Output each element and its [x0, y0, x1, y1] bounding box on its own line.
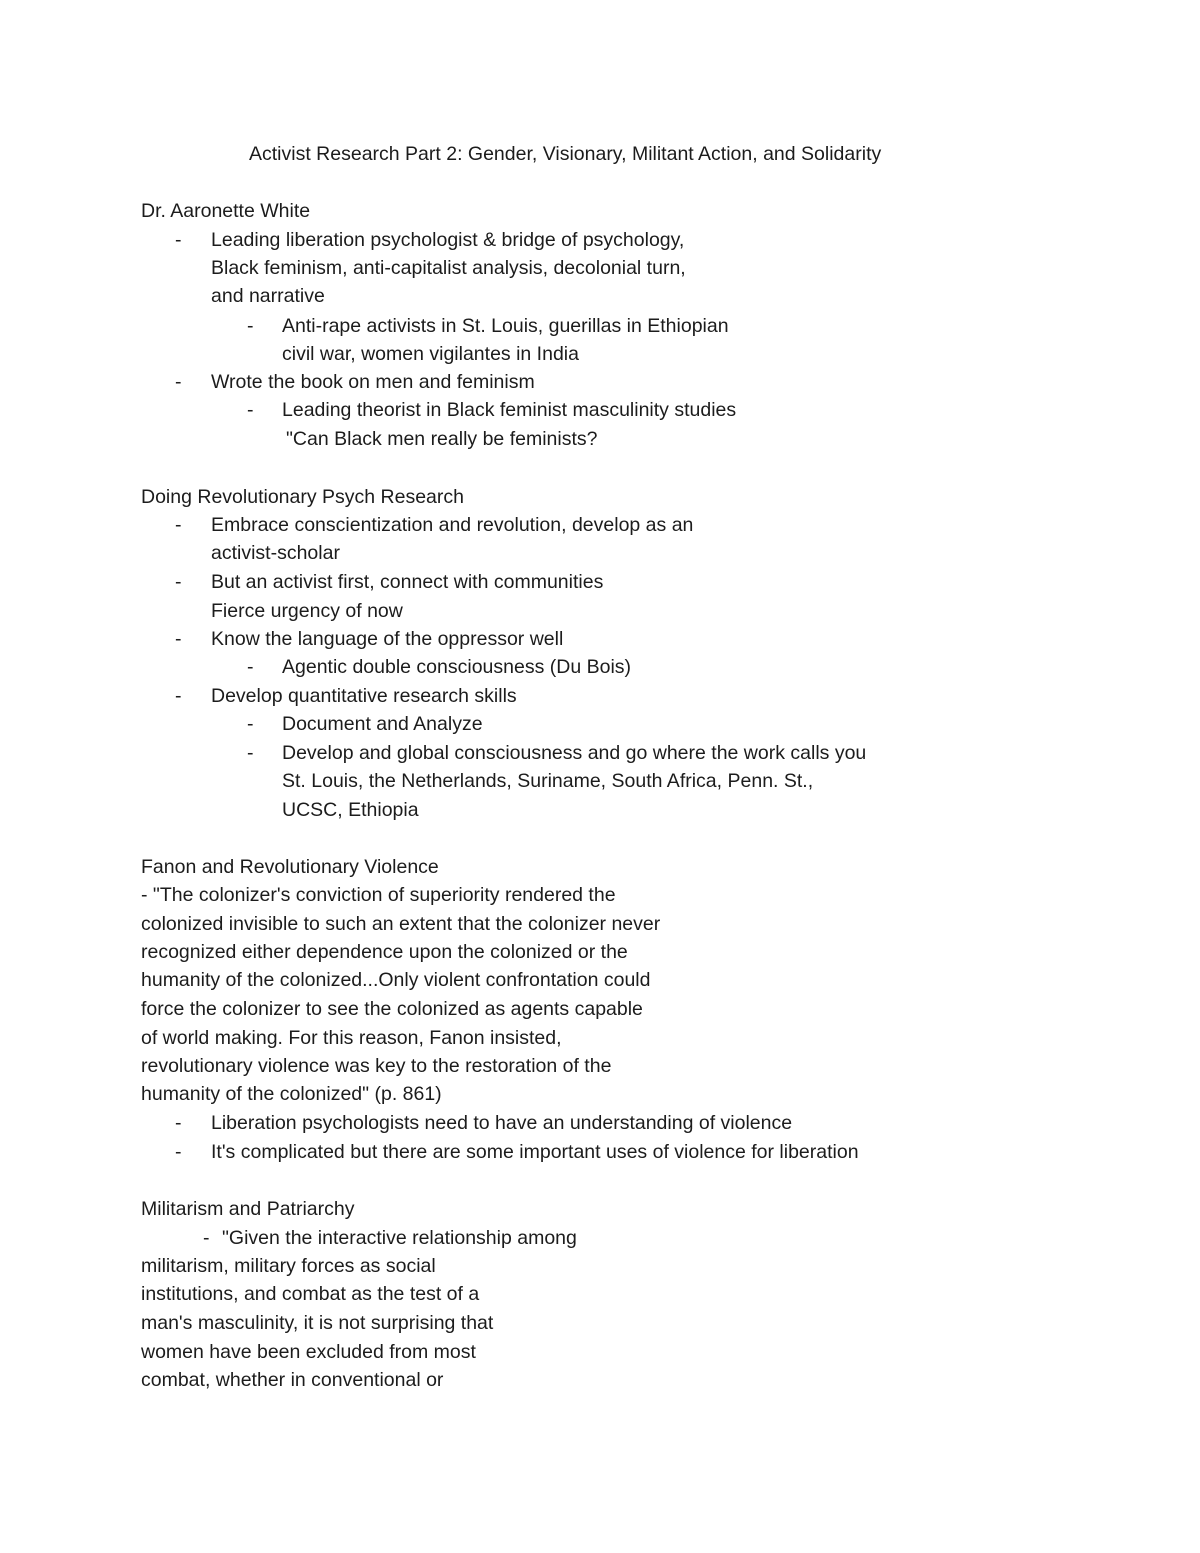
sub-list-item-text: St. Louis, the Netherlands, Suriname, South Africa, Penn. St.,	[282, 770, 814, 792]
sub-list-item-text: Anti-rape activists in St. Louis, guerillas in Ethiopian	[282, 315, 729, 337]
list-item-text: But an activist first, connect with communities	[211, 571, 604, 593]
paragraph-line: institutions, and combat as the test of a	[141, 1283, 480, 1305]
quote-line: colonized invisible to such an extent that the colonizer never	[141, 913, 661, 935]
quote-line: humanity of the colonized...Only violent confrontation could	[141, 969, 651, 991]
quote-line: humanity of the colonized" (p. 861)	[141, 1083, 442, 1105]
quote-line: - "The colonizer's conviction of superiority rendered the	[141, 884, 616, 906]
paragraph-line: women have been excluded from most	[141, 1341, 476, 1363]
list-item-text: Leading liberation psychologist & bridge of psychology,	[211, 229, 685, 251]
bullet-dash: -	[175, 628, 182, 650]
section-heading-militarism: Militarism and Patriarchy	[141, 1198, 355, 1220]
quote-line: recognized either dependence upon the colonized or the	[141, 941, 628, 963]
bullet-dash: -	[175, 1112, 182, 1134]
paragraph-line: combat, whether in conventional or	[141, 1369, 444, 1391]
list-item-text: Black feminism, anti-capitalist analysis, decolonial turn,	[211, 257, 686, 279]
section-heading-research: Doing Revolutionary Psych Research	[141, 486, 464, 508]
sub-list-item-text: civil war, women vigilantes in India	[282, 343, 579, 365]
sub-list-item-text: Document and Analyze	[282, 713, 483, 735]
bullet-dash: -	[175, 371, 182, 393]
list-item-text: Liberation psychologists need to have an understanding of violence	[211, 1112, 793, 1134]
list-item-text: activist-scholar	[211, 542, 340, 564]
sub-bullet-dash: -	[247, 742, 254, 764]
bullet-dash: -	[175, 229, 182, 251]
quote-text: "Can Black men really be feminists?	[286, 428, 598, 450]
quote-line: revolutionary violence was key to the restoration of the	[141, 1055, 612, 1077]
paragraph-line: man's masculinity, it is not surprising that	[141, 1312, 494, 1334]
bullet-dash: -	[175, 514, 182, 536]
list-item-text: and narrative	[211, 285, 325, 307]
bullet-dash: -	[175, 1141, 182, 1163]
bullet-dash: -	[175, 571, 182, 593]
list-item-text: It's complicated but there are some important uses of violence for liberation	[211, 1141, 859, 1163]
list-item-text: Know the language of the oppressor well	[211, 628, 564, 650]
quote-line: force the colonizer to see the colonized as agents capable	[141, 998, 643, 1020]
sub-list-item-text: Develop and global consciousness and go where the work calls you	[282, 742, 867, 764]
sub-bullet-dash: -	[247, 315, 254, 337]
quote-line: of world making. For this reason, Fanon insisted,	[141, 1027, 562, 1049]
section-heading-white: Dr. Aaronette White	[141, 200, 311, 222]
list-item-text: Fierce urgency of now	[211, 600, 403, 622]
sub-bullet-dash: -	[247, 399, 254, 421]
section-heading-fanon: Fanon and Revolutionary Violence	[141, 856, 439, 878]
sub-list-item-text: Leading theorist in Black feminist masculinity studies	[282, 399, 737, 421]
sub-bullet-dash: -	[247, 656, 254, 678]
sub-list-item-text: UCSC, Ethiopia	[282, 799, 419, 821]
list-item-text: Develop quantitative research skills	[211, 685, 517, 707]
list-item-text: Wrote the book on men and feminism	[211, 371, 535, 393]
document-title: Activist Research Part 2: Gender, Visionary, Militant Action, and Solidarity	[249, 143, 882, 165]
paragraph-line: militarism, military forces as social	[141, 1255, 436, 1277]
bullet-dash: -	[175, 685, 182, 707]
bullet-dash: -	[203, 1227, 210, 1249]
list-item-text: Embrace conscientization and revolution, develop as an	[211, 514, 694, 536]
sub-bullet-dash: -	[247, 713, 254, 735]
list-item-text: "Given the interactive relationship among	[222, 1227, 577, 1249]
sub-list-item-text: Agentic double consciousness (Du Bois)	[282, 656, 632, 678]
